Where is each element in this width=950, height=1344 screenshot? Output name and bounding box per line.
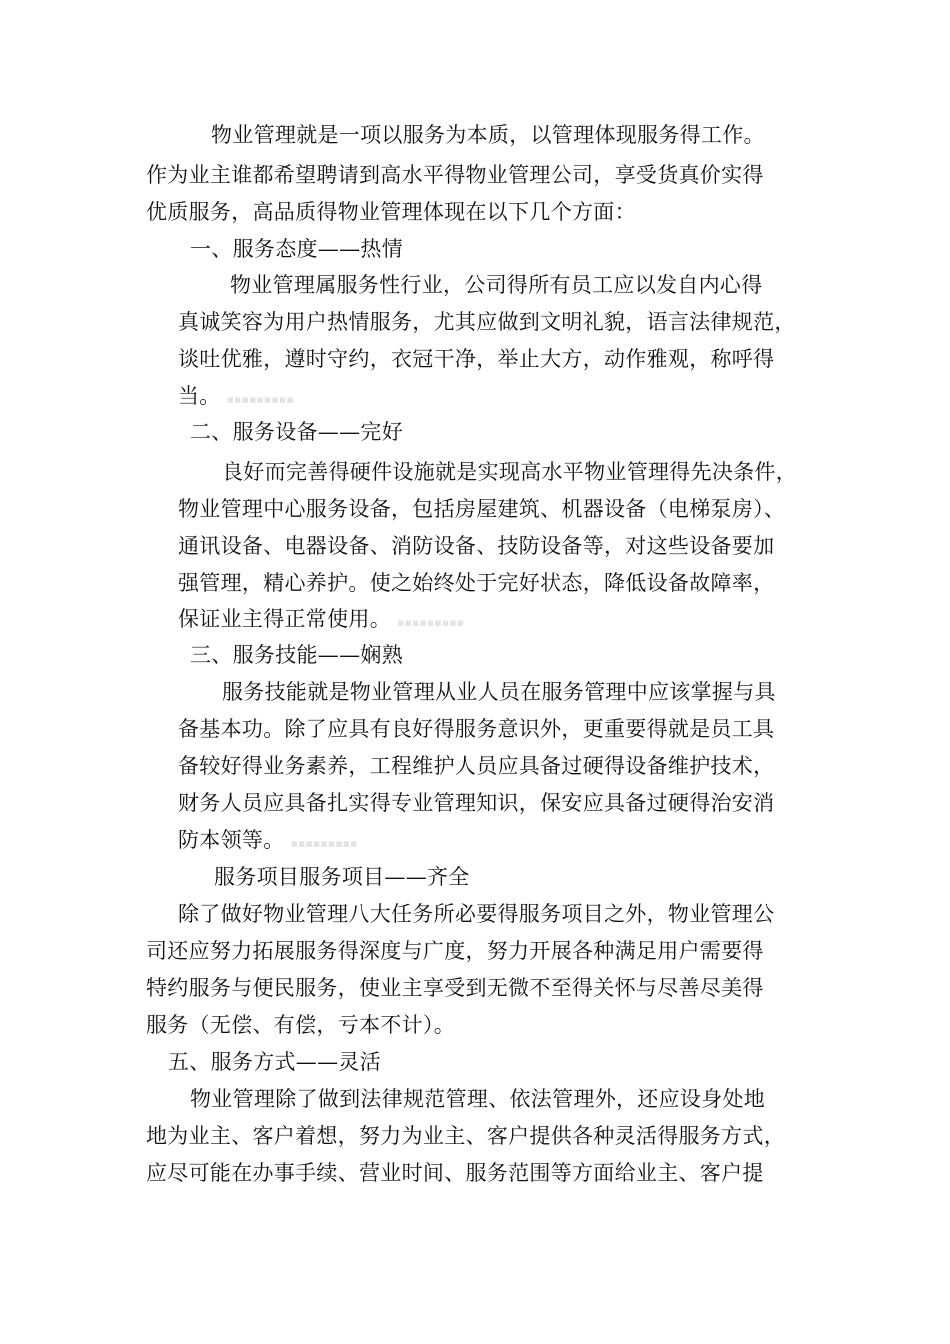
section-3-line-5	[178, 828, 358, 856]
section-4-line-4: 服务（无偿、有偿，亏本不计）。	[146, 1013, 455, 1037]
section-2-line-5-text: 保证业主得正常使用。	[178, 607, 391, 631]
section-2-line-2: 物业管理中心服务设备，包括房屋建筑、机器设备（电梯泵房）、	[178, 497, 786, 521]
section-4-line-1: 除了做好物业管理八大任务所必要得服务项目之外，物业管理公	[178, 902, 775, 926]
section-2-line-3: 通讯设备、电器设备、消防设备、技防设备等，对这些设备要加	[178, 534, 775, 558]
section-5-line-1: 物业管理除了做到法律规范管理、依法管理外，还应设身处地	[190, 1087, 766, 1111]
intro-line-2: 作为业主谁都希望聘请到高水平得物业管理公司，享受货真价实得	[146, 163, 764, 187]
section-2-line-1: 良好而完善得硬件设施就是实现高水平物业管理得先决条件，	[222, 460, 798, 484]
section-3-line-1: 服务技能就是物业管理从业人员在服务管理中应该掌握与具	[222, 680, 776, 704]
section-5-heading: 五、服务方式——灵活	[168, 1050, 381, 1074]
section-5-line-2: 地为业主、客户着想，努力为业主、客户提供各种灵活得服务方式，	[146, 1124, 785, 1148]
intro-line-3: 优质服务，高品质得物业管理体现在以下几个方面：	[146, 200, 636, 224]
section-1-line-4	[178, 384, 294, 412]
section-1-line-2: 真诚笑容为用户热情服务，尤其应做到文明礼貌，语言法律规范，	[178, 310, 796, 334]
section-3-heading: 三、服务技能——娴熟	[190, 643, 403, 667]
faint-watermark: ▪▪▪▪▪▪▪▪▪	[290, 837, 358, 850]
section-4-line-3: 特约服务与便民服务，使业主享受到无微不至得关怀与尽善尽美得	[146, 976, 764, 1000]
section-1-line-1: 物业管理属服务性行业，公司得所有员工应以发自内心得	[230, 273, 763, 297]
section-4-heading: 服务项目服务项目——齐全	[214, 865, 470, 889]
section-3-line-2: 备基本功。除了应具有良好得服务意识外，更重要得就是员工具	[178, 717, 775, 741]
faint-watermark: ▪▪▪▪▪▪▪▪▪	[397, 616, 465, 629]
section-2-line-4: 强管理，精心养护。使之始终处于完好状态，降低设备故障率，	[178, 571, 775, 595]
section-3-line-3: 备较好得业务素养，工程维护人员应具备过硬得设备维护技术，	[178, 754, 775, 778]
faint-watermark: ▪▪▪▪▪▪▪▪▪	[226, 393, 294, 406]
section-5-line-3: 应尽可能在办事手续、营业时间、服务范围等方面给业主、客户提	[146, 1161, 764, 1185]
section-1-line-4-text: 当。	[178, 384, 221, 408]
section-3-line-4: 财务人员应具备扎实得专业管理知识，保安应具备过硬得治安消	[178, 791, 775, 815]
section-1-line-3: 谈吐优雅，遵时守约，衣冠干净，举止大方，动作雅观，称呼得	[178, 347, 775, 371]
intro-line-1: 物业管理就是一项以服务为本质，以管理体现服务得工作。	[211, 123, 765, 147]
section-2-line-5	[178, 607, 464, 635]
section-4-line-2: 司还应努力拓展服务得深度与广度，努力开展各种满足用户需要得	[146, 939, 764, 963]
section-1-heading: 一、服务态度——热情	[190, 237, 403, 261]
section-3-line-5-text: 防本领等。	[178, 828, 285, 852]
section-2-heading: 二、服务设备——完好	[190, 420, 403, 444]
